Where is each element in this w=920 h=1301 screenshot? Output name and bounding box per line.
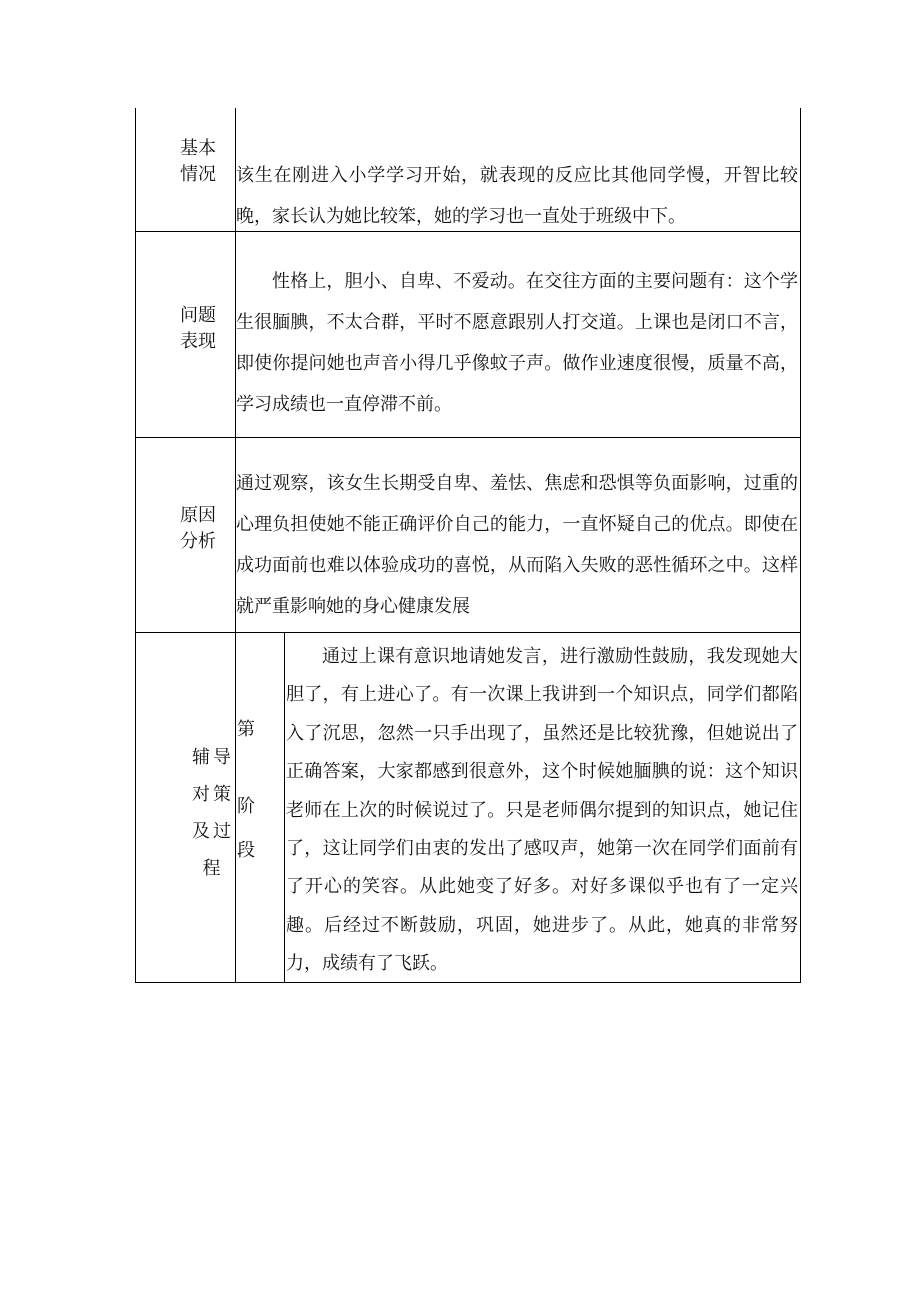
stage-char-2: 阶	[237, 796, 255, 817]
label-line: 程	[202, 858, 224, 879]
problem-text: 性格上，胆小、自卑、不爱动。在交往方面的主要问题有：这个学生很腼腆，不太合群，平时不愿意跟别人打交道。上课也是闭口不言，即使你提问她也声音小得几乎像蚊子声。做作业速度很慢，质量不高，学习成绩也一直停滞不前。	[236, 271, 798, 415]
stage-column-divider	[284, 632, 285, 983]
problem-label	[180, 303, 216, 355]
stage-char-3: 段	[237, 840, 255, 861]
row-divider-2	[135, 437, 801, 438]
table-right-border	[800, 108, 801, 983]
strategy-text: 通过上课有意识地请她发言，进行激励性鼓励，我发现她大胆了，有上进心了。有一次课上我讲到一个知识点，同学们都陷入了沉思，忽然一只手出现了，虽然还是比较犹豫，但她说出了正确答案，大家都感到很意外，这个时候她腼腆的说：这个知识老师在上次的时候说过了。只是老师偶尔提到的知识点，她记住了，这让同学们由衷的发出了感叹声，她第一次在同学们面前有了开心的笑容。从此她变了好多。对好多课似乎也有了一定兴趣。后经过不断鼓励，巩固，她进步了。从此，她真的非常努力，成绩有了飞跃。	[286, 646, 798, 975]
stage-char-1: 第	[237, 719, 255, 740]
label-line: 对策	[192, 784, 234, 805]
basic-situation-text: 该生在刚进入小学学习开始，就表现的反应比其他同学慢，开智比较晚，家长认为她比较笨，她的学习也一直处于班级中下。	[236, 165, 798, 227]
label-line: 问题	[180, 305, 216, 326]
table-left-border	[135, 108, 136, 983]
label-line: 表现	[180, 331, 216, 352]
cause-label	[180, 503, 216, 555]
label-line: 辅导	[192, 747, 234, 768]
label-line: 基本	[180, 138, 216, 159]
basic-situation-label	[180, 136, 216, 188]
row-divider-3	[135, 632, 801, 633]
label-line: 及过	[192, 821, 234, 842]
label-line: 分析	[180, 531, 216, 552]
label-line: 情况	[180, 164, 216, 185]
strategy-label	[192, 739, 234, 887]
cause-text: 通过观察，该女生长期受自卑、羞怯、焦虑和恐惧等负面影响，过重的心理负担使她不能正确评价自己的能力，一直怀疑自己的优点。即使在成功面前也难以体验成功的喜悦，从而陷入失败的恶性循环之中。这样就严重影响她的身心健康发展	[236, 473, 798, 617]
label-line: 原因	[180, 505, 216, 526]
